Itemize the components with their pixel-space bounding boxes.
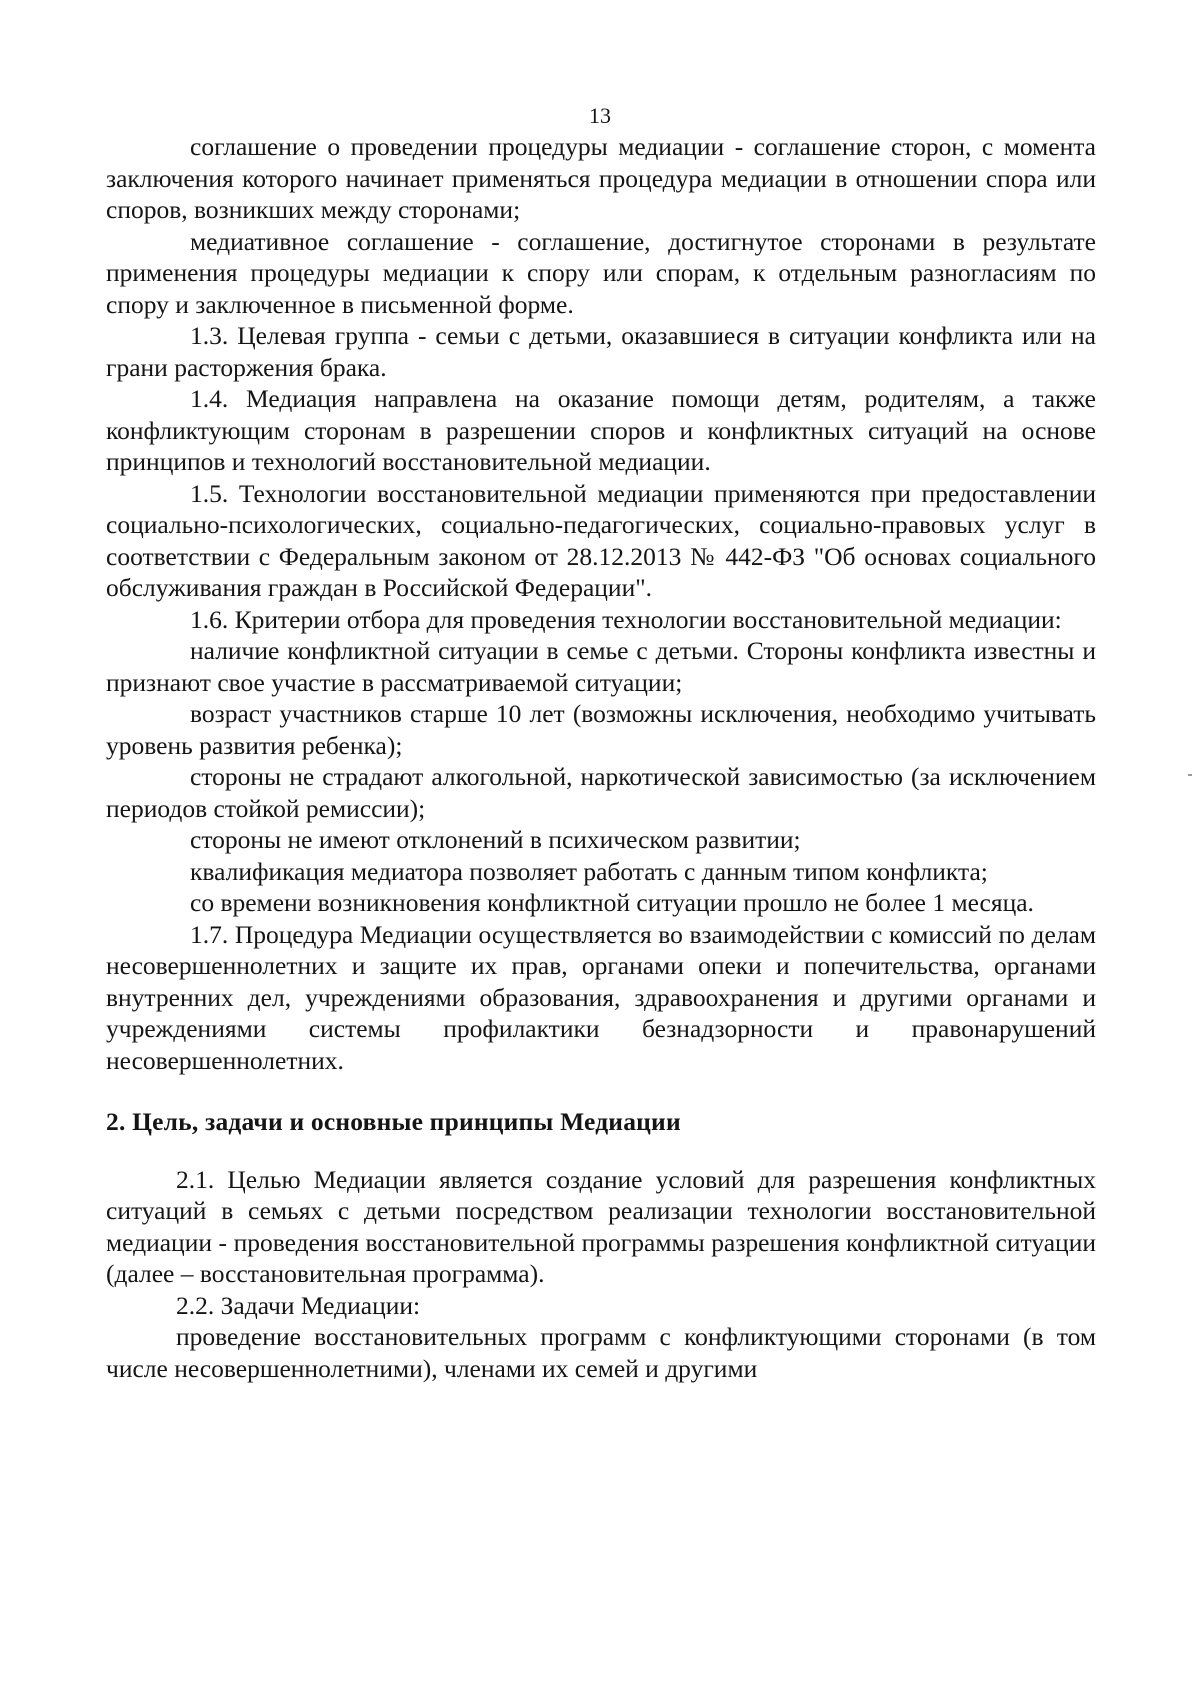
- paragraph-1-4: 1.4. Медиация направлена на оказание помощи детям, родителям, а также конфликтующим сторонам в разрешении споров и конфликтных ситуаций на основе принципов и технологий восстановительной медиации.: [106, 384, 1096, 476]
- criterion-conflict-situation: наличие конфликтной ситуации в семье с детьми. Стороны конфликта известны и признают свое участие в рассматриваемой ситуации;: [106, 636, 1096, 697]
- criterion-participant-age: возраст участников старше 10 лет (возможны исключения, необходимо учитывать уровень развития ребенка);: [106, 699, 1096, 760]
- paragraph-2-2: 2.2. Задачи Медиации:: [176, 1290, 421, 1320]
- document-body: [106, 131, 1096, 1384]
- criterion-time-since-conflict: со времени возникновения конфликтной ситуации прошло не более 1 месяца.: [190, 888, 1034, 917]
- paragraph-mediative-agreement-definition: медиативное соглашение - соглашение, достигнутое сторонами в результате применения процедуры медиации к спору или спорам, к отдельным разногласиям по спору и заключенное в письменной форме.: [106, 226, 1096, 319]
- criterion-mediator-qualification: квалификация медиатора позволяет работать с данным типом конфликта;: [190, 856, 988, 886]
- paragraph-mediation-agreement-definition: соглашение о проведении процедуры медиации - соглашение сторон, с момента заключения которого начинает применяться процедура медиации в отношении спора или споров, возникших между сторонами;: [106, 132, 1096, 224]
- task-restorative-programs: проведение восстановительных программ с конфликтующими сторонами (в том числе несовершеннолетними), членами их семей и другими: [106, 1322, 1096, 1383]
- paragraph-2-1: 2.1. Целью Медиации является создание условий для разрешения конфликтных ситуаций в семьях с детьми посредством реализации технологии восстановительной медиации - проведения восстановительной программы разрешения конфликтной ситуации (далее – восстановительная программа).: [106, 1164, 1096, 1288]
- scan-artifact: [1188, 774, 1192, 776]
- paragraph-1-6: 1.6. Критерии отбора для проведения технологии восстановительной медиации:: [190, 604, 1062, 634]
- paragraph-1-7: 1.7. Процедура Медиации осуществляется во взаимодействии с комиссий по делам несовершеннолетних и защите их прав, органами опеки и попечительства, органами внутренних дел, учреждениями образования, здравоохранения и другими органами и учреждениями системы профилактики безнадзорности и правонарушений несовершеннолетних.: [106, 919, 1096, 1075]
- criterion-no-mental-deviation: стороны не имеют отклонений в психическом развитии;: [190, 825, 801, 854]
- section-heading: 2. Цель, задачи и основные принципы Медиации: [106, 1107, 681, 1136]
- page-number: 13: [589, 103, 611, 128]
- paragraph-1-5: 1.5. Технологии восстановительной медиации применяются при предоставлении социально-психологических, социально-педагогических, социально-правовых услуг в соответствии с Федеральным законом от 28.12.2013 № 442-ФЗ "Об основах социального обслуживания граждан в Российской Федерации".: [106, 478, 1096, 602]
- paragraph-1-3: 1.3. Целевая группа - семьи с детьми, оказавшиеся в ситуации конфликта или на грани расторжения брака.: [106, 321, 1096, 382]
- criterion-no-addiction: стороны не страдают алкогольной, наркотической зависимостью (за исключением периодов стойкой ремиссии);: [106, 762, 1096, 823]
